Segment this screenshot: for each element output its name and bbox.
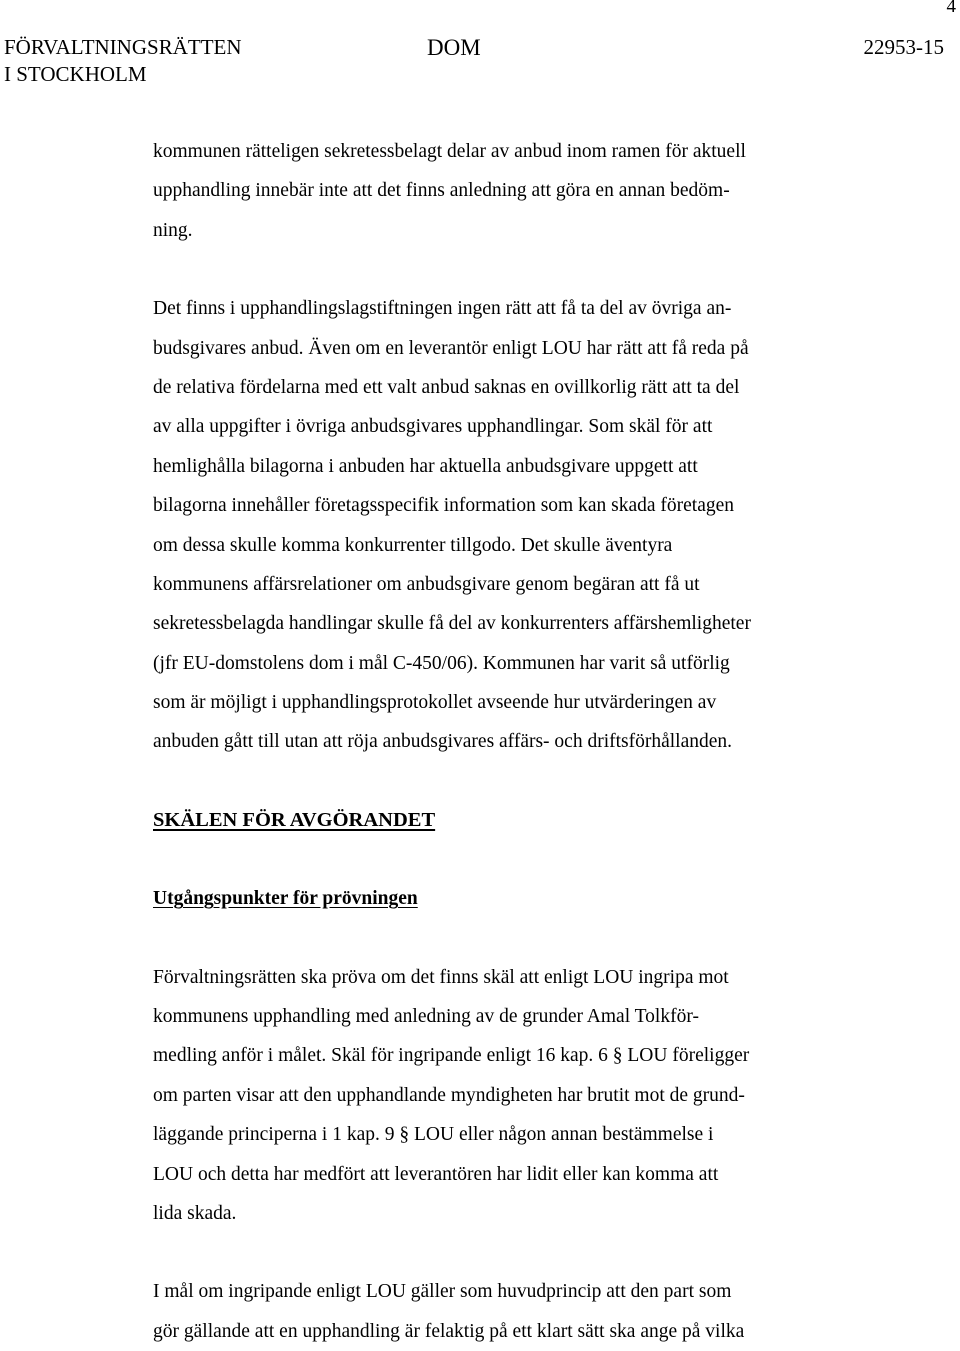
section-heading: SKÄLEN FÖR AVGÖRANDET bbox=[153, 808, 436, 831]
text-line: ning. bbox=[153, 219, 193, 241]
paragraph-1 bbox=[153, 132, 863, 250]
text-line: läggande principerna i 1 kap. 9 § LOU eller någon annan bestämmelse i bbox=[153, 1124, 714, 1146]
text-line: sekretessbelagda handlingar skulle få del av konkurrenters affärshemligheter bbox=[153, 613, 751, 635]
paragraph-2 bbox=[153, 289, 863, 762]
text-line: gör gällande att en upphandling är felaktig på ett klart sätt ska ange på vilka bbox=[153, 1320, 745, 1342]
court-name-line-2: I STOCKHOLM bbox=[4, 62, 147, 86]
text-line: lida skada. bbox=[153, 1202, 237, 1224]
document-header bbox=[4, 34, 944, 90]
text-line: Förvaltningsrätten ska pröva om det finns skäl att enligt LOU ingripa mot bbox=[153, 966, 729, 988]
document-type: DOM bbox=[427, 35, 481, 60]
paragraph-spacer bbox=[153, 919, 863, 958]
text-line: LOU och detta har medfört att leverantören har lidit eller kan komma att bbox=[153, 1163, 719, 1185]
paragraph-spacer bbox=[153, 1233, 863, 1272]
case-number: 22953-15 bbox=[863, 35, 944, 59]
text-line: av alla uppgifter i övriga anbudsgivares upphandlingar. Som skäl för att bbox=[153, 416, 713, 438]
paragraph-3 bbox=[153, 958, 863, 1234]
page-number: 4 bbox=[946, 0, 956, 17]
text-line: I mål om ingripande enligt LOU gäller som huvudprincip att den part som bbox=[153, 1281, 732, 1303]
text-line: upphandling innebär inte att det finns anledning att göra en annan bedöm- bbox=[153, 180, 730, 202]
text-line: Det finns i upphandlingslagstiftningen ingen rätt att få ta del av övriga an- bbox=[153, 298, 732, 320]
text-line: kommunens upphandling med anledning av de grunder Amal Tolkför- bbox=[153, 1006, 699, 1028]
text-line: budsgivares anbud. Även om en leverantör enligt LOU har rätt att få reda på bbox=[153, 337, 749, 359]
paragraph-4 bbox=[153, 1272, 863, 1351]
text-line: om parten visar att den upphandlande myndigheten har brutit mot de grund- bbox=[153, 1084, 745, 1106]
text-line: om dessa skulle komma konkurrenter tillgodo. Det skulle äventyra bbox=[153, 534, 673, 556]
text-line: kommunens affärsrelationer om anbudsgivare genom begäran att få ut bbox=[153, 573, 700, 595]
text-line: medling anför i målet. Skäl för ingripande enligt 16 kap. 6 § LOU föreligger bbox=[153, 1045, 750, 1067]
document-body bbox=[153, 132, 863, 1351]
text-line: anbuden gått till utan att röja anbudsgivares affärs- och driftsförhållanden. bbox=[153, 731, 733, 753]
paragraph-spacer bbox=[153, 762, 863, 801]
text-line: de relativa fördelarna med ett valt anbud saknas en ovillkorlig rätt att ta del bbox=[153, 376, 740, 398]
paragraph-spacer bbox=[153, 250, 863, 289]
text-line: kommunen rätteligen sekretessbelagt delar av anbud inom ramen för aktuell bbox=[153, 141, 746, 162]
paragraph-spacer bbox=[153, 840, 863, 879]
text-line: bilagorna innehåller företagsspecifik information som kan skada företagen bbox=[153, 495, 735, 517]
text-line: hemlighålla bilagorna i anbuden har aktuella anbudsgivare uppgett att bbox=[153, 455, 698, 477]
subsection-heading: Utgångspunkter för prövningen bbox=[153, 888, 418, 910]
court-name-line-1: FÖRVALTNINGSRÄTTEN bbox=[4, 35, 242, 59]
court-name bbox=[4, 34, 242, 88]
text-line: (jfr EU-domstolens dom i mål C-450/06). Kommunen har varit så utförlig bbox=[153, 652, 730, 674]
text-line: som är möjligt i upphandlingsprotokollet avseende hur utvärderingen av bbox=[153, 692, 717, 714]
